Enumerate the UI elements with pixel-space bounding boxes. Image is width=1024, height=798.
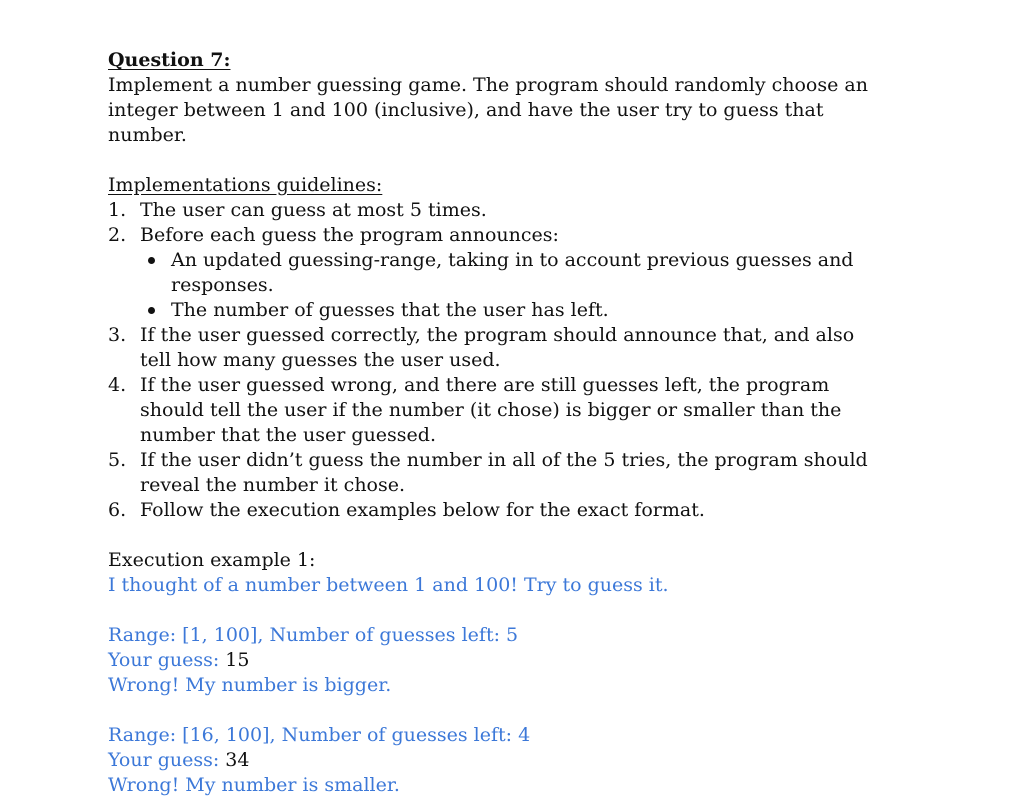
guideline-text: Before each guess the program announces: xyxy=(140,224,559,246)
spacer xyxy=(108,698,868,723)
guideline-item-5 xyxy=(108,448,868,498)
guideline-number: 6. xyxy=(108,499,127,521)
program-output-opening: I thought of a number between 1 and 100! Try to guess it. xyxy=(108,574,669,596)
bullet-dot-icon xyxy=(148,307,155,314)
bullet-text: The number of guesses that the user has left. xyxy=(171,299,609,321)
program-output-range: Range: [1, 100], Number of guesses left: 5 xyxy=(108,624,519,646)
guideline-text: The user can guess at most 5 times. xyxy=(140,199,487,221)
guideline-text: If the user guessed wrong, and there are still guesses left, the program should tell the user if the number (it chose) is bigger or smaller than the number that the user guessed. xyxy=(140,374,842,446)
program-output-prompt: Your guess: xyxy=(108,749,226,771)
question-title: Question 7: xyxy=(108,49,231,71)
guideline-item-6 xyxy=(108,498,868,523)
prompt-line xyxy=(108,748,868,773)
program-output-prompt: Your guess: xyxy=(108,649,226,671)
user-input-guess: 15 xyxy=(225,649,250,671)
guideline-item-4 xyxy=(108,373,868,448)
bullet-text: An updated guessing-range, taking in to account previous guesses and responses. xyxy=(171,249,854,296)
example-label: Execution example 1: xyxy=(108,549,316,571)
guideline-number: 2. xyxy=(108,224,127,246)
spacer xyxy=(108,148,868,173)
guidelines-list xyxy=(108,198,868,523)
user-input-guess: 34 xyxy=(225,749,250,771)
guideline-number: 4. xyxy=(108,374,127,396)
program-output-range: Range: [16, 100], Number of guesses left: 4 xyxy=(108,724,531,746)
guideline-text: If the user didn’t guess the number in all of the 5 tries, the program should reveal the number it chose. xyxy=(140,449,868,496)
bullet-list xyxy=(139,248,868,323)
question-intro-line-1: Implement a number guessing game. The program should randomly choose an xyxy=(108,74,868,96)
guideline-item-2-subitems xyxy=(108,248,868,323)
bullet-dot-icon xyxy=(148,257,155,264)
spacer xyxy=(108,598,868,623)
guideline-item-3 xyxy=(108,323,868,373)
bullet-item-1 xyxy=(139,248,868,298)
guidelines-heading: Implementations guidelines: xyxy=(108,174,383,196)
program-output-response: Wrong! My number is bigger. xyxy=(108,674,392,696)
question-intro-line-2: integer between 1 and 100 (inclusive), and have the user try to guess that number. xyxy=(108,99,824,146)
guideline-text: Follow the execution examples below for the exact format. xyxy=(140,499,705,521)
document-body xyxy=(108,48,868,798)
guideline-item-2 xyxy=(108,223,868,248)
spacer xyxy=(108,523,868,548)
guideline-number: 5. xyxy=(108,449,127,471)
bullet-item-2 xyxy=(139,298,868,323)
prompt-line xyxy=(108,648,868,673)
guideline-item-1 xyxy=(108,198,868,223)
guideline-text: If the user guessed correctly, the program should announce that, and also tell how many guesses the user used. xyxy=(140,324,855,371)
program-output-response: Wrong! My number is smaller. xyxy=(108,774,400,796)
guideline-number: 3. xyxy=(108,324,127,346)
guideline-number: 1. xyxy=(108,199,127,221)
